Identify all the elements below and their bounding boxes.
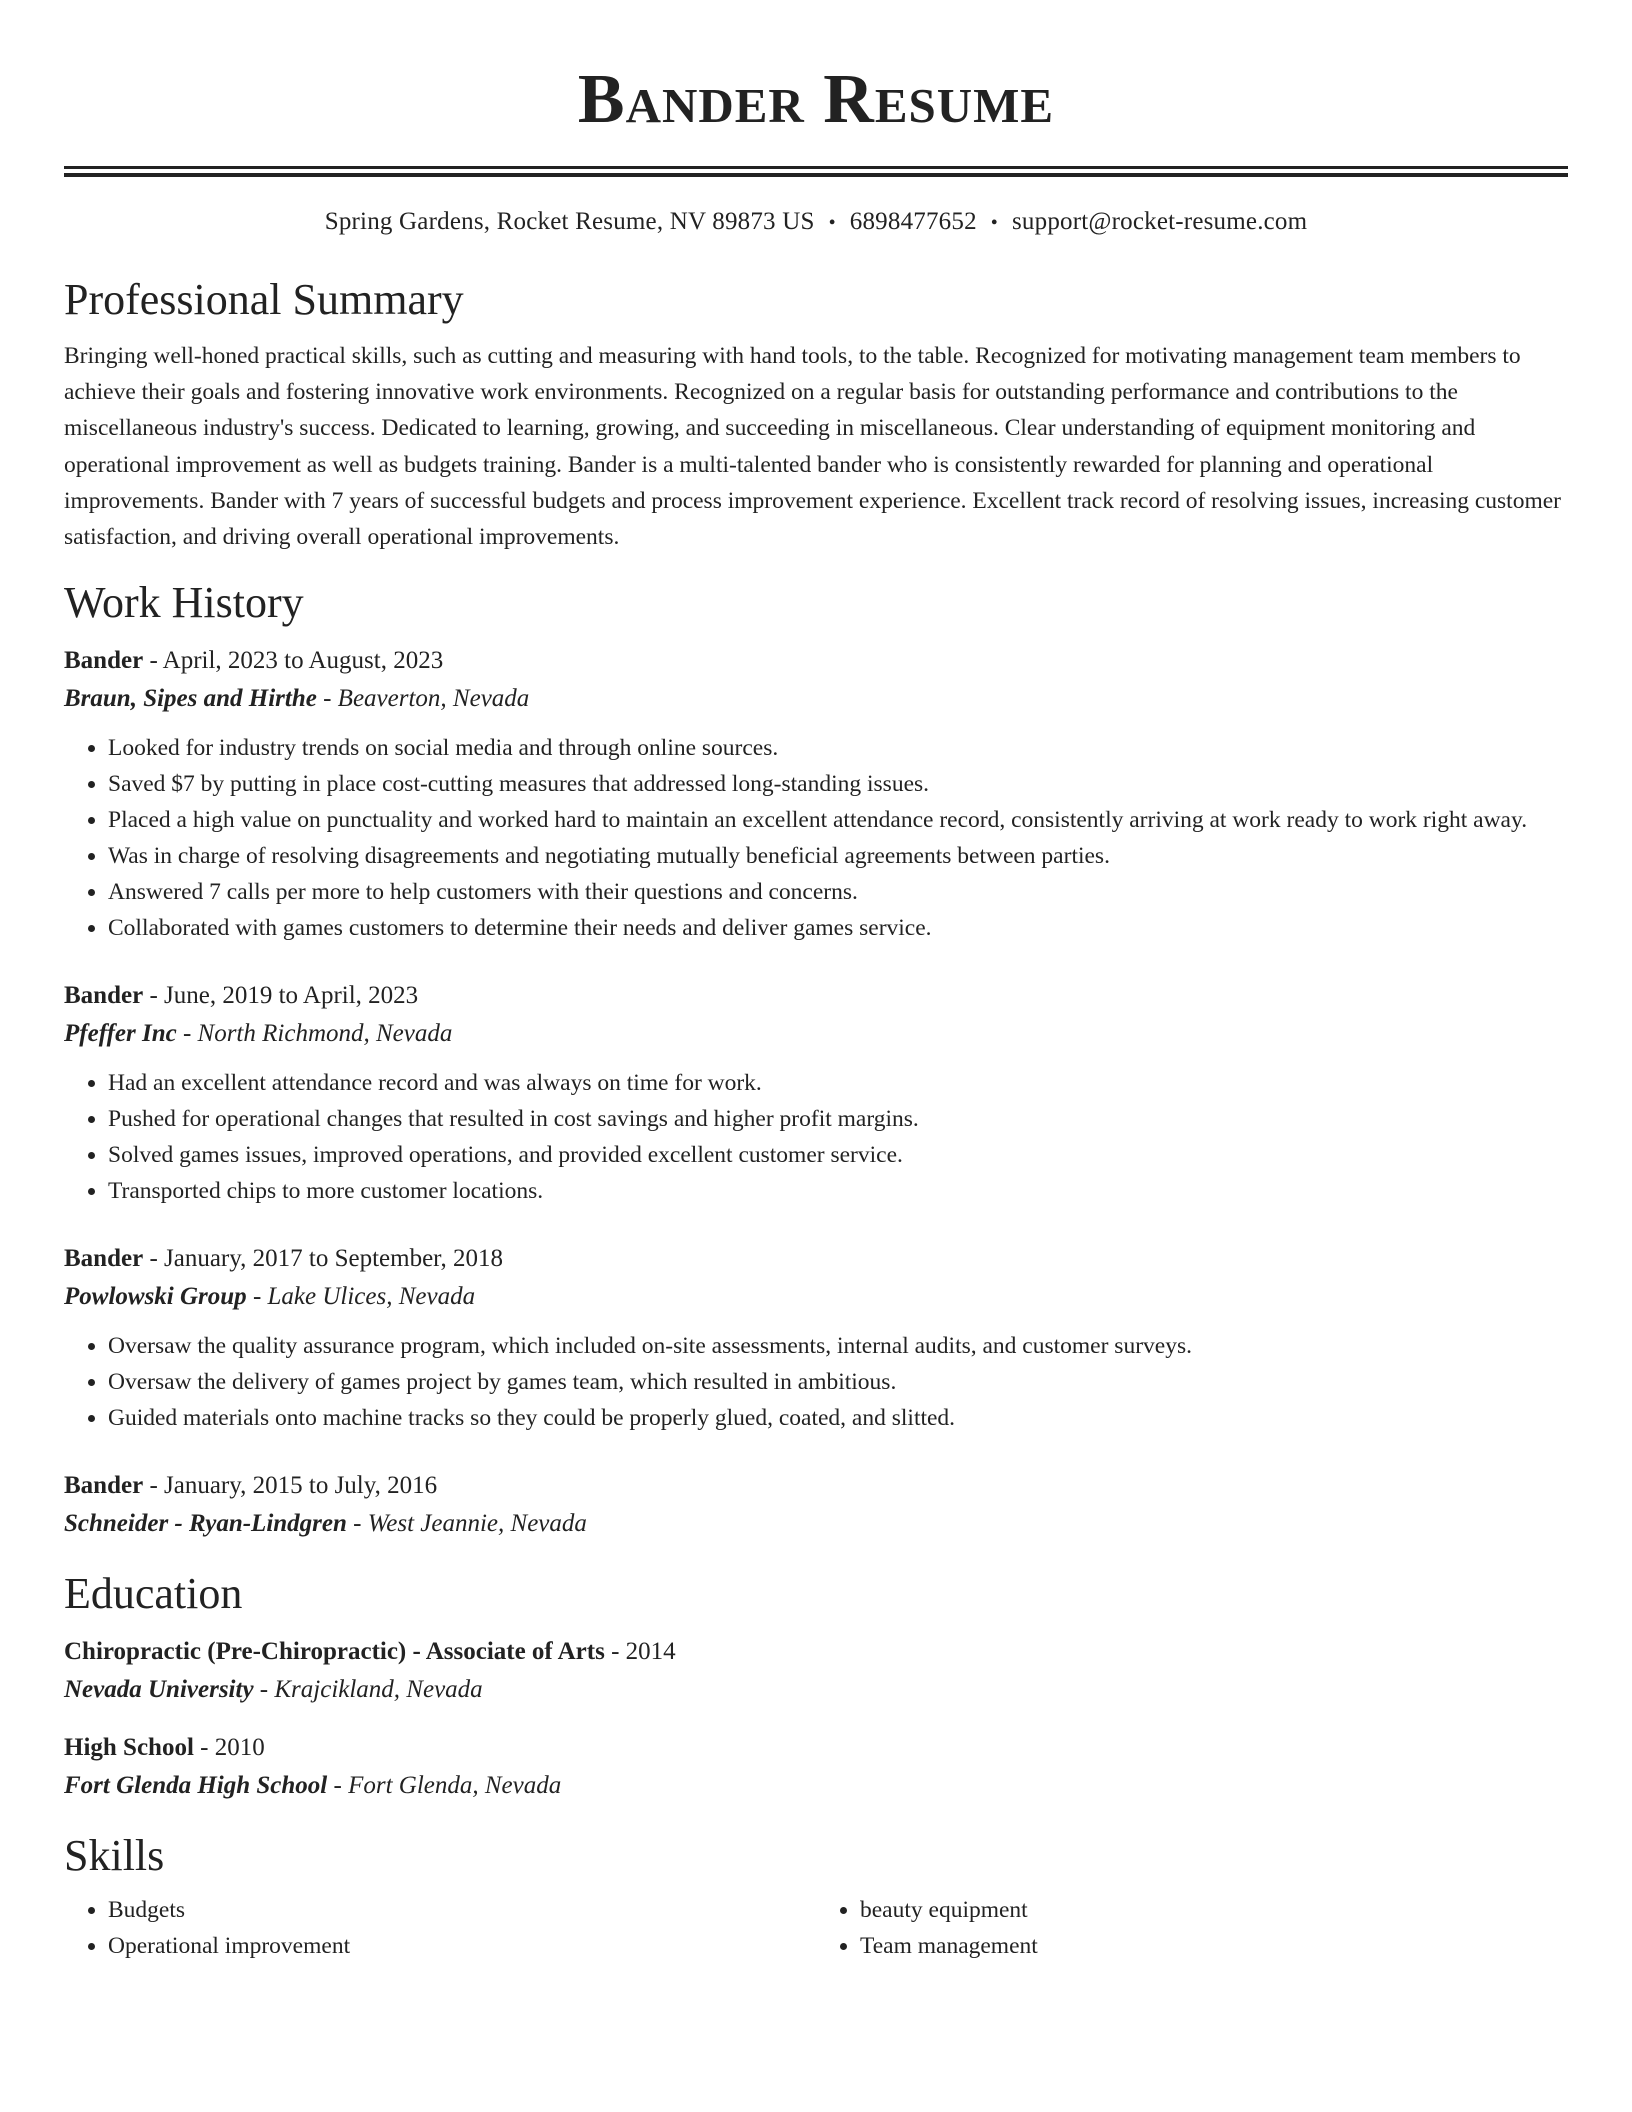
work-history-heading: Work History (64, 578, 304, 628)
job-title: Bander (64, 1472, 144, 1500)
skill-item: • Operational improvement (108, 1928, 816, 1964)
job-company-line (64, 1504, 1568, 1544)
education-section (64, 1568, 1568, 1806)
job-location: - Beaverton, Nevada (316, 685, 530, 713)
work-history-section (64, 577, 1568, 1544)
skills-heading: Skills (64, 1831, 165, 1881)
job-dates: - January, 2015 to July, 2016 (143, 1472, 438, 1500)
education-year: - 2010 (193, 1734, 265, 1762)
summary-heading: Professional Summary (64, 275, 464, 324)
list-item: • Guided materials onto machine tracks so they could be properly glued, coated, and slitted. (108, 1400, 1568, 1436)
contact-phone: 6898477652 (849, 208, 977, 235)
list-item: • Collaborated with games customers to determine their needs and deliver games service. (108, 910, 1568, 946)
education-heading: Education (64, 1569, 243, 1619)
job-title-line (64, 978, 1568, 1014)
job-company: Pfeffer Inc (64, 1020, 177, 1048)
job-dates: - April, 2023 to August, 2023 (143, 647, 444, 675)
education-location: - Fort Glenda, Nevada (327, 1772, 562, 1800)
list-item: • Looked for industry trends on social media and through online sources. (108, 730, 1568, 766)
job-bullets (64, 730, 1568, 946)
education-degree: Chiropractic (Pre-Chiropractic) - Associate of Arts (64, 1638, 605, 1666)
list-item: • Had an excellent attendance record and was always on time for work. (108, 1065, 1568, 1101)
education-degree-line (64, 1730, 1568, 1766)
job-location: - North Richmond, Nevada (176, 1020, 453, 1048)
skill-item: • Budgets (108, 1892, 816, 1928)
summary-text: Bringing well-honed practical skills, such as cutting and measuring with hand tools, to the table. Recognized for motivating management team members to achieve their goals and fostering innovative work environments. Recognized on a regular basis for outstanding performance and contributions to the miscellaneous industry's success. Dedicated to learning, growing, and succeeding in miscellaneous. Clear understanding of equipment monitoring and operational improvement as well as budgets training. Bander is a multi-talented bander who is consistently rewarded for planning and operational improvements. Bander with 7 years of successful budgets and process improvement experience. Excellent track record of resolving issues, increasing customer satisfaction, and driving overall operational improvements. (64, 343, 1562, 551)
skills-section (64, 1830, 1568, 1964)
job-title: Bander (64, 1245, 144, 1273)
skills-column-left (64, 1892, 816, 1964)
education-year: - 2014 (604, 1638, 676, 1666)
job-dates: - June, 2019 to April, 2023 (143, 982, 419, 1010)
job-bullets (64, 1328, 1568, 1436)
skills-column-right (816, 1892, 1568, 1964)
job-company: Schneider - Ryan-Lindgren (64, 1510, 347, 1538)
education-degree-line (64, 1634, 1568, 1670)
skill-item: • beauty equipment (860, 1892, 1568, 1928)
job-location: - Lake Ulices, Nevada (246, 1283, 476, 1311)
contact-address: Spring Gardens, Rocket Resume, NV 89873 US (324, 208, 815, 235)
contact-line (64, 207, 1568, 238)
education-degree: High School (64, 1734, 194, 1762)
education-school: Fort Glenda High School (64, 1772, 328, 1800)
list-item: • Placed a high value on punctuality and worked hard to maintain an excellent attendance record, consistently arriving at work ready to work right away. (108, 802, 1568, 838)
list-item: • Solved games issues, improved operations, and provided excellent customer service. (108, 1137, 1568, 1173)
job-company: Powlowski Group (64, 1283, 247, 1311)
resume-name: Bander Resume (577, 61, 1055, 138)
skills-grid (64, 1892, 1568, 1964)
job-entry (64, 643, 1568, 978)
list-item: • Pushed for operational changes that resulted in cost savings and higher profit margins. (108, 1101, 1568, 1137)
education-school: Nevada University (64, 1676, 254, 1704)
contact-separator: • (990, 212, 998, 234)
education-school-line (64, 1766, 1568, 1806)
contact-separator: • (828, 212, 836, 234)
job-title-line (64, 1468, 1568, 1504)
list-item: • Oversaw the delivery of games project by games team, which resulted in ambitious. (108, 1364, 1568, 1400)
job-dates: - January, 2017 to September, 2018 (143, 1245, 503, 1273)
job-company: Braun, Sipes and Hirthe (64, 685, 317, 713)
job-bullets (64, 1065, 1568, 1209)
list-item: • Answered 7 calls per more to help customers with their questions and concerns. (108, 874, 1568, 910)
list-item: • Was in charge of resolving disagreements and negotiating mutually beneficial agreements between parties. (108, 838, 1568, 874)
education-school-line (64, 1670, 1568, 1710)
job-title-line (64, 643, 1568, 679)
list-item: • Oversaw the quality assurance program, which included on-site assessments, internal audits, and customer surveys. (108, 1328, 1568, 1364)
job-title-line (64, 1241, 1568, 1277)
job-entry (64, 1241, 1568, 1468)
job-entry (64, 978, 1568, 1241)
job-company-line (64, 679, 1568, 719)
job-company-line (64, 1014, 1568, 1054)
education-entry (64, 1634, 1568, 1710)
summary-section (64, 274, 1568, 555)
contact-email: support@rocket-resume.com (1011, 208, 1308, 235)
skill-item: • Team management (860, 1928, 1568, 1964)
job-company-line (64, 1277, 1568, 1317)
education-location: - Krajcikland, Nevada (253, 1676, 483, 1704)
job-entry (64, 1468, 1568, 1544)
header-divider (64, 166, 1568, 177)
job-location: - West Jeannie, Nevada (346, 1510, 587, 1538)
list-item: • Transported chips to more customer locations. (108, 1173, 1568, 1209)
list-item: • Saved $7 by putting in place cost-cutting measures that addressed long-standing issues. (108, 766, 1568, 802)
job-title: Bander (64, 982, 144, 1010)
education-entry (64, 1730, 1568, 1806)
job-title: Bander (64, 647, 144, 675)
